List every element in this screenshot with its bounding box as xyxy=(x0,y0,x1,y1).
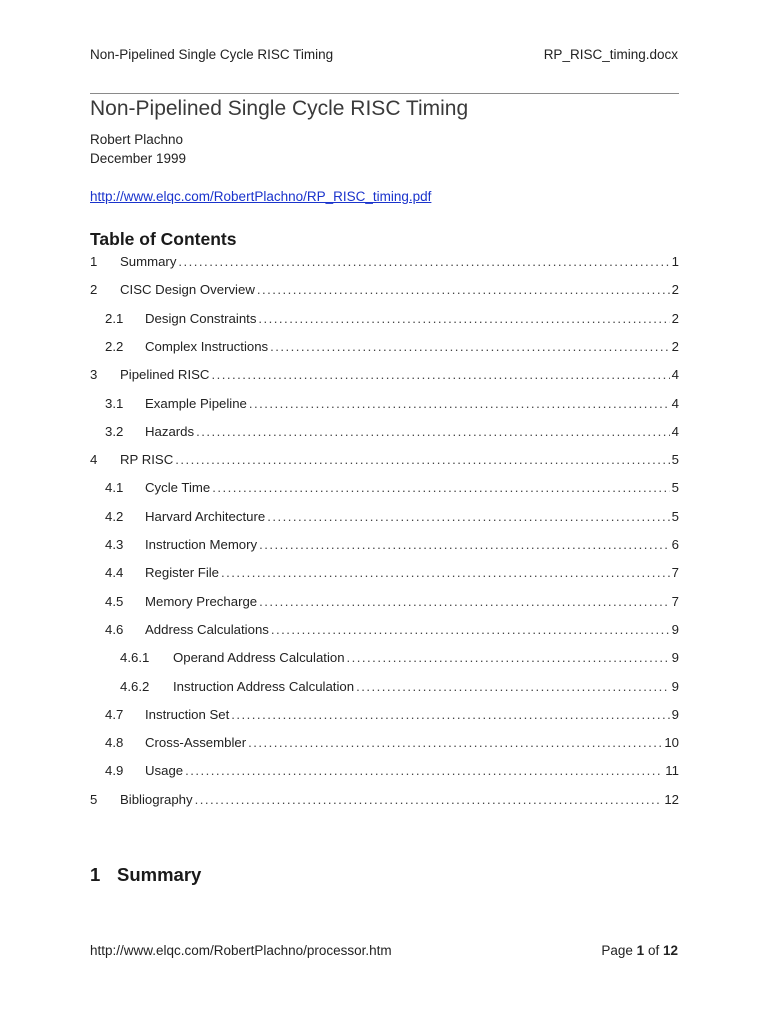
toc-entry-number: 4.5 xyxy=(105,593,124,609)
toc-entry-title: Operand Address Calculation xyxy=(173,650,345,666)
toc-entry[interactable] xyxy=(90,282,679,302)
toc-entry-number: 4.6.2 xyxy=(120,678,150,694)
toc-entry[interactable] xyxy=(90,679,679,699)
toc-dot-leader xyxy=(259,537,670,552)
toc-heading: Table of Contents xyxy=(90,229,237,249)
toc-entry-title: Hazards xyxy=(145,423,195,439)
toc-entry[interactable] xyxy=(90,424,679,444)
toc-entry[interactable] xyxy=(90,707,679,727)
toc-entry[interactable] xyxy=(90,396,679,416)
toc-entry-page: 1 xyxy=(671,254,679,269)
toc-dot-leader xyxy=(248,735,662,750)
toc-dot-leader xyxy=(270,339,670,354)
toc-entry[interactable] xyxy=(90,509,679,529)
toc-entry-page: 2 xyxy=(671,282,679,298)
toc-entry-page: 4 xyxy=(671,395,679,411)
toc-entry-number: 4 xyxy=(90,452,98,468)
toc-entry-title: Instruction Address Calculation xyxy=(173,678,355,694)
document-title: Non-Pipelined Single Cycle RISC Timing xyxy=(90,97,469,120)
footer-page-current: 1 xyxy=(636,943,645,958)
toc-dot-leader xyxy=(231,707,669,722)
toc-entry-title: Pipelined RISC xyxy=(120,367,210,383)
toc-dot-leader xyxy=(175,452,669,467)
toc-entry-page: 9 xyxy=(671,650,679,666)
toc-entry-page: 9 xyxy=(671,621,679,637)
toc-entry-title: Example Pipeline xyxy=(145,395,247,411)
toc-entry-page: 10 xyxy=(664,735,679,751)
toc-entry-page: 2 xyxy=(671,310,679,326)
toc-entry-number: 4.1 xyxy=(105,480,124,496)
toc-entry[interactable] xyxy=(90,480,679,500)
toc-entry[interactable] xyxy=(90,565,679,585)
document-author: Robert Plachno xyxy=(90,132,184,147)
page-header-title: Non-Pipelined Single Cycle RISC Timing xyxy=(90,47,334,62)
section-title: Summary xyxy=(117,864,202,885)
toc-entry-page: 5 xyxy=(671,452,679,468)
toc-entry-title: Memory Precharge xyxy=(145,593,258,609)
toc-entry[interactable] xyxy=(90,622,679,642)
toc-entry-number: 5 xyxy=(90,791,98,807)
toc-dot-leader xyxy=(249,396,670,411)
page-footer-url: http://www.elqc.com/RobertPlachno/processor.htm xyxy=(90,943,392,958)
toc-entry-title: Instruction Set xyxy=(145,706,230,722)
document-pdf-link[interactable]: http://www.elqc.com/RobertPlachno/RP_RISC_timing.pdf xyxy=(90,189,432,204)
toc-entry-page: 5 xyxy=(671,508,679,524)
toc-entry-number: 4.6 xyxy=(105,621,124,637)
document-date: December 1999 xyxy=(90,151,187,166)
toc-entry-page: 11 xyxy=(665,763,679,779)
toc-entry[interactable] xyxy=(90,537,679,557)
toc-entry-page: 7 xyxy=(671,565,679,581)
toc-entry[interactable] xyxy=(90,735,679,755)
toc-entry-number: 2.1 xyxy=(105,310,124,326)
toc-entry[interactable] xyxy=(90,594,679,614)
toc-entry[interactable] xyxy=(90,367,679,387)
toc-entry-title: Usage xyxy=(145,763,184,779)
toc-dot-leader xyxy=(212,480,669,495)
toc-entry-number: 2.2 xyxy=(105,338,124,354)
toc-entry-page: 7 xyxy=(671,593,679,609)
toc-entry-title: Cross-Assembler xyxy=(145,735,247,751)
toc-entry[interactable] xyxy=(90,792,679,812)
toc-entry-number: 2 xyxy=(90,282,98,298)
toc-entry[interactable] xyxy=(90,311,679,331)
toc-entry-title: Instruction Memory xyxy=(145,537,258,552)
toc-dot-leader xyxy=(258,311,669,326)
toc-entry-page: 4 xyxy=(671,367,679,383)
toc-entry-number: 4.4 xyxy=(105,565,124,581)
toc-entry-number: 4.9 xyxy=(105,763,124,779)
toc-dot-leader xyxy=(178,254,669,269)
toc-entry-page: 2 xyxy=(671,338,679,354)
toc-entry-number: 4.7 xyxy=(105,706,124,722)
toc-dot-leader xyxy=(257,282,670,297)
footer-page-word: Page xyxy=(601,943,633,958)
toc-entry-title: Harvard Architecture xyxy=(145,508,266,524)
toc-entry-number: 4.6.1 xyxy=(120,650,150,666)
toc-entry[interactable] xyxy=(90,763,679,783)
toc-entry[interactable] xyxy=(90,339,679,359)
toc-entry-number: 1 xyxy=(90,254,98,269)
toc-entry[interactable] xyxy=(90,650,679,670)
toc-entry-page: 9 xyxy=(671,678,679,694)
toc-entry-number: 3.1 xyxy=(105,395,124,411)
toc-entry-page: 9 xyxy=(671,706,679,722)
toc-entry[interactable] xyxy=(90,452,679,472)
toc-dot-leader xyxy=(347,650,670,665)
toc-dot-leader xyxy=(259,594,670,609)
toc-entry-number: 4.3 xyxy=(105,537,124,552)
toc-entry-title: Cycle Time xyxy=(145,480,211,496)
toc-entry-title: CISC Design Overview xyxy=(120,282,255,298)
toc-dot-leader xyxy=(356,679,670,694)
toc-entry-page: 6 xyxy=(671,537,679,552)
toc-dot-leader xyxy=(211,367,669,382)
toc-entry-title: Register File xyxy=(145,565,220,581)
toc-entry-number: 4.2 xyxy=(105,508,124,524)
toc-entry-page: 12 xyxy=(664,791,679,807)
toc-entry-title: Address Calculations xyxy=(145,621,269,637)
toc-dot-leader xyxy=(267,509,669,524)
toc-entry-title: RP RISC xyxy=(120,452,174,468)
toc-entry-title: Summary xyxy=(120,254,177,269)
page-header-filename: RP_RISC_timing.docx xyxy=(543,47,678,62)
page-footer-pagination xyxy=(601,943,678,958)
footer-page-total: 12 xyxy=(662,943,678,958)
toc-entry-number: 3 xyxy=(90,367,98,383)
toc-entry-number: 3.2 xyxy=(105,423,124,439)
toc-entry-page: 4 xyxy=(671,423,679,439)
toc-entry-page: 5 xyxy=(671,480,679,496)
toc-dot-leader xyxy=(221,565,670,580)
toc-dot-leader xyxy=(196,424,670,439)
header-divider xyxy=(90,93,679,94)
toc-dot-leader xyxy=(271,622,670,637)
toc-entry[interactable] xyxy=(90,254,679,274)
section-number: 1 xyxy=(90,864,101,885)
section-heading xyxy=(90,864,201,886)
toc-dot-leader xyxy=(195,792,663,807)
toc-dot-leader xyxy=(185,763,663,778)
toc-entry-title: Design Constraints xyxy=(145,310,257,326)
toc-entry-title: Complex Instructions xyxy=(145,338,269,354)
toc-entry-number: 4.8 xyxy=(105,735,124,751)
footer-of-word: of xyxy=(647,943,660,958)
toc-entry-title: Bibliography xyxy=(120,791,193,807)
